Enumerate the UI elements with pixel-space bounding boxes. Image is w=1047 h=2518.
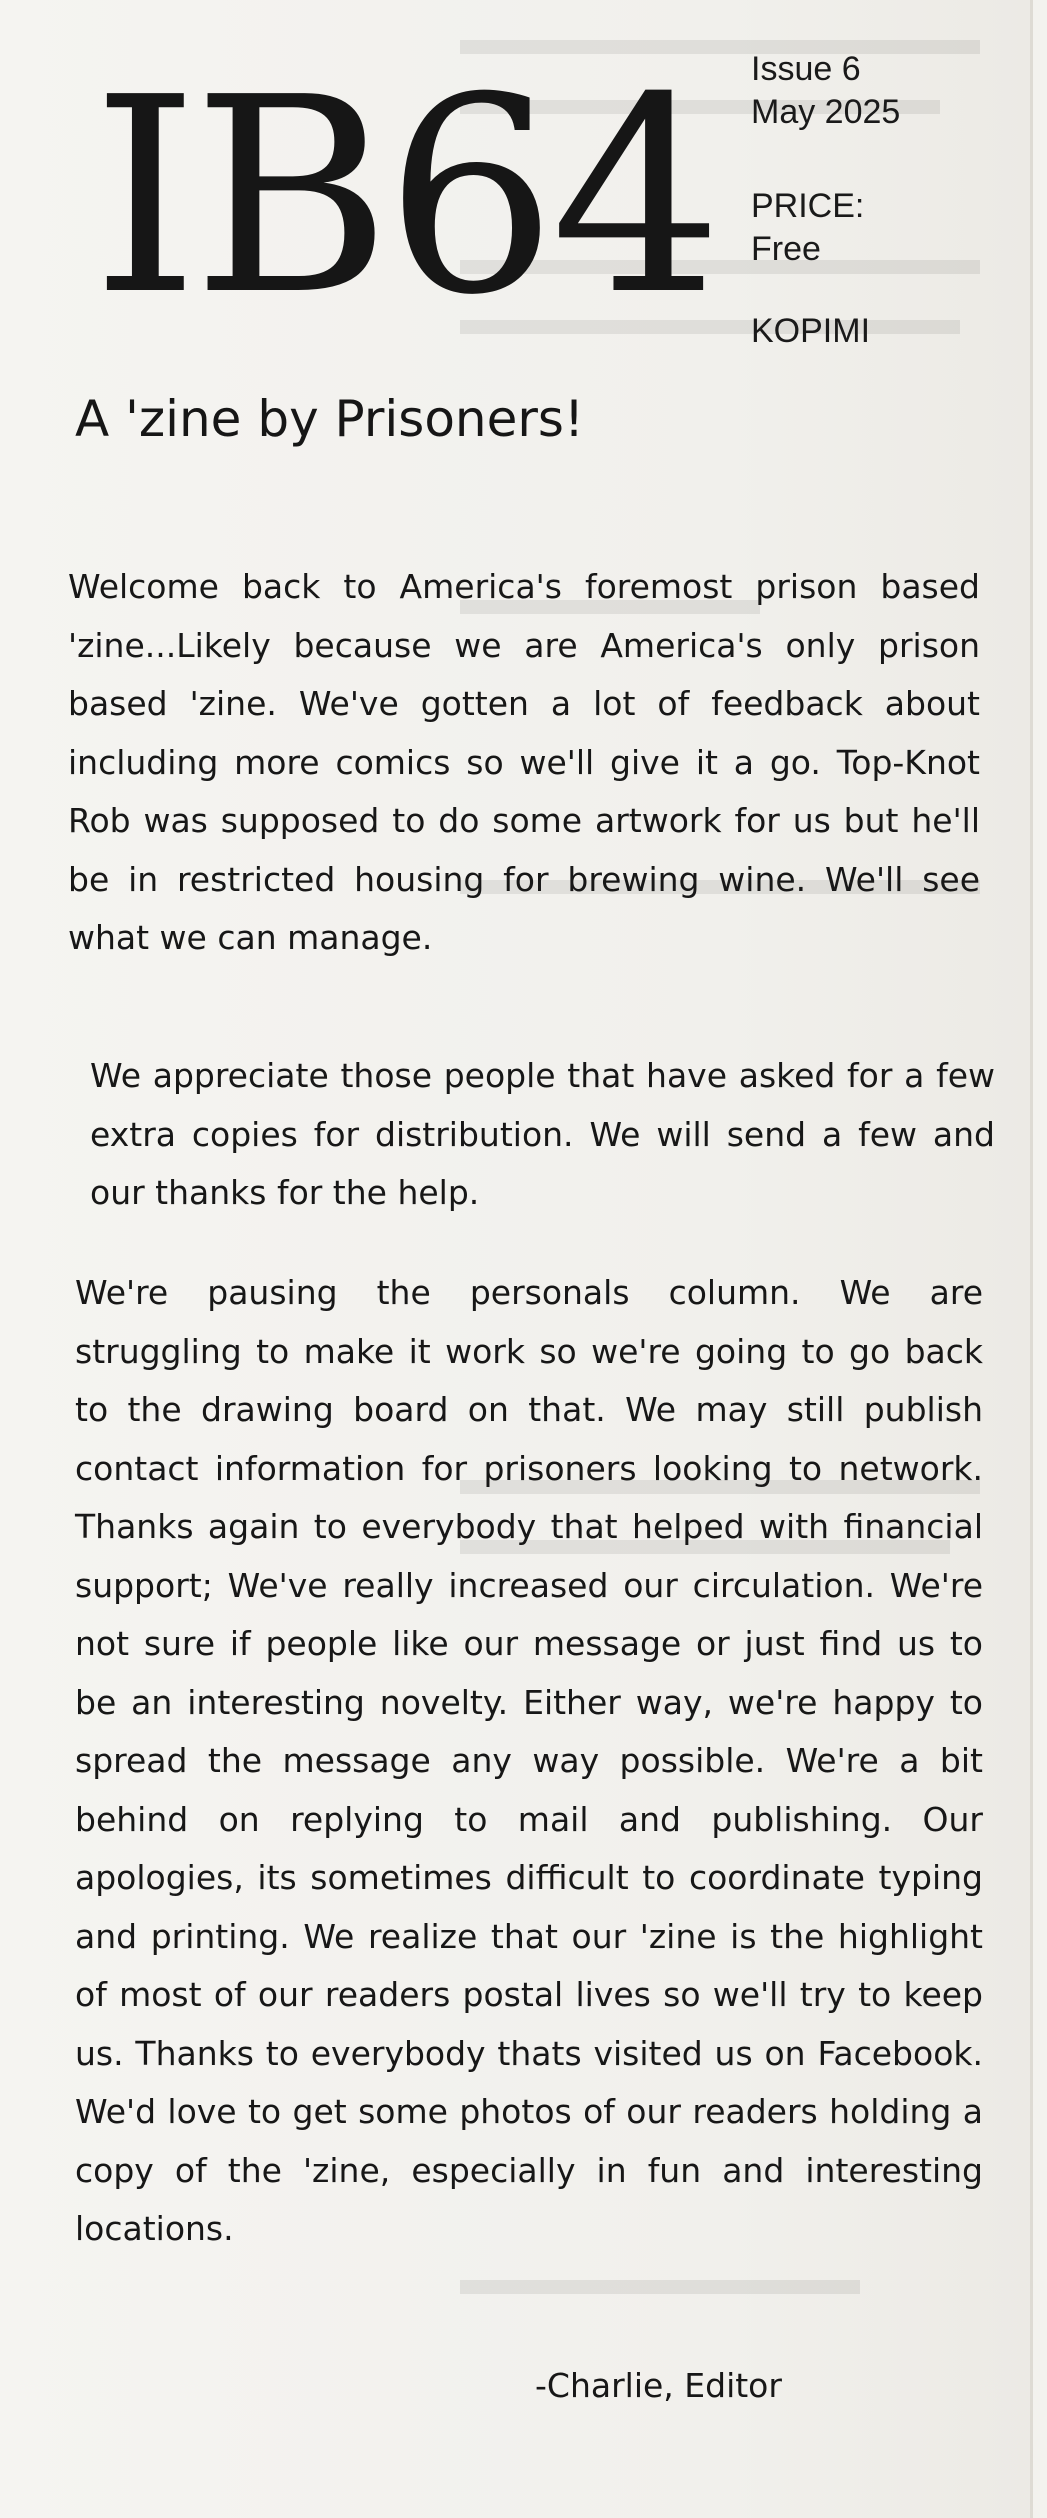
license-label: KOPIMI: [751, 312, 871, 350]
paragraph-distribution: We appreciate those people that have asked for a few extra copies for distribution. We will send a few and our thanks for the help.: [90, 1056, 995, 1212]
paragraph-updates: We're pausing the personals column. We are struggling to make it work so we're going to go back to the drawing board on that. We may still publish contact information for prisoners looking to network. Thanks again to everybody that helped with financial support; We've really increased our circulation. We're not sure if people like our message or just find us to be an interesting novelty. Either way, we're happy to spread the message any way possible. We're a bit behind on replying to mail and publishing. Our apologies, its sometimes difficult to coordinate typing and printing. We realize that our 'zine is the highlight of most of our readers postal lives so we'll try to keep us. Thanks to everybody thats visited us on Facebook. We'd love to get some photos of our readers holding a copy of the 'zine, especially in fun and interesting locations.: [75, 1273, 983, 2248]
issue-info: [751, 48, 900, 353]
issue-date: May 2025: [751, 92, 901, 131]
editor-signature: -Charlie, Editor: [535, 2366, 782, 2405]
price-value: Free: [751, 229, 821, 268]
paragraph-welcome: Welcome back to America's foremost prison based 'zine...Likely because we are America's only prison based 'zine. We've gotten a lot of feedback about including more comics so we'll give it a go. Top-Knot Rob was supposed to do some artwork for us but he'll be in restricted housing for brewing wine. We'll see what we can manage.: [68, 567, 980, 957]
masthead-title: IB64: [92, 39, 717, 354]
price-label: PRICE:: [751, 187, 865, 225]
tagline: A 'zine by Prisoners!: [75, 390, 585, 448]
issue-number: Issue 6: [751, 50, 861, 88]
